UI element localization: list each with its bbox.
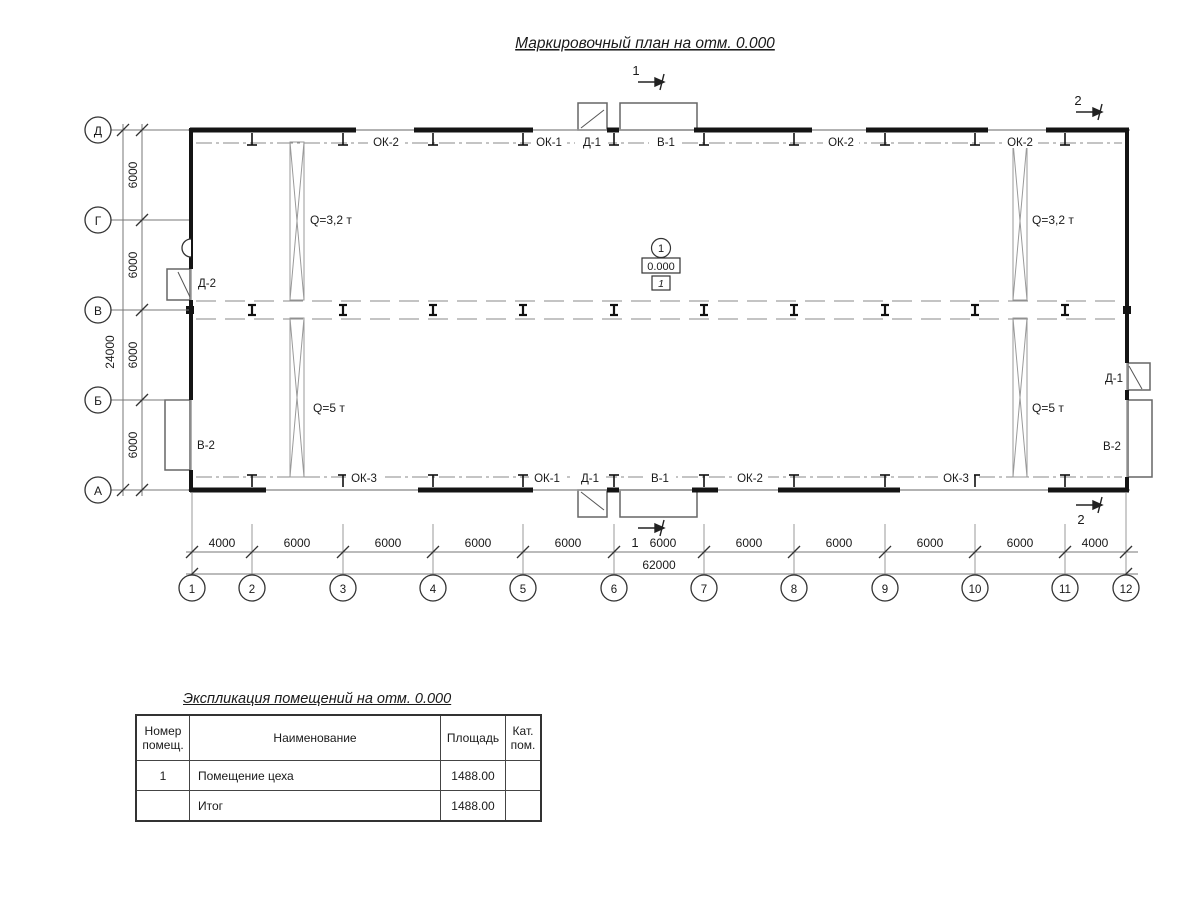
cell-room-name: Итог [190,791,441,822]
cell-room-number [136,791,190,822]
dim-value: 6000 [916,536,944,550]
dim-value: 4000 [208,536,236,550]
column-axis-label: 6 [610,584,618,596]
row-axis-label: В [93,304,103,318]
cell-room-area: 1488.00 [441,761,506,791]
section-mark-label: 2 [1077,512,1085,527]
opening-label: ОК-1 [534,473,560,485]
opening-label: ОК-1 [536,137,562,149]
column-axis-label: 11 [1059,584,1071,596]
crane-bracing-columns [290,142,1027,477]
row-axis-label: Г [94,214,102,228]
explication-table [135,714,542,822]
column-axis-bubbles [179,575,1139,601]
opening-label: ОК-2 [828,137,854,149]
cell-room-area: 1488.00 [441,791,506,822]
section-mark-label: 2 [1074,93,1082,108]
room-number: 1 [657,243,665,255]
dim-value: 6000 [735,536,763,550]
crane-capacity-label: Q=5 т [1032,401,1064,415]
opening-label: Д-2 [197,278,217,290]
opening-label: ОК-2 [373,137,399,149]
row-axis-label: Д [93,124,103,138]
dim-value: 6000 [1006,536,1034,550]
opening-label: ОК-3 [351,473,377,485]
dim-value: 6000 [126,431,140,459]
wall-niche-arc [182,239,191,257]
header-name: Наименование [190,715,441,761]
explication-section [135,691,536,822]
axis-dash-lines [196,143,1122,477]
header-area: Площадь [441,715,506,761]
table-row [136,761,541,791]
opening-labels [197,137,1123,485]
opening-label: Д-1 [1104,373,1124,385]
crane-capacity-label: Q=5 т [313,401,345,415]
column-axis-label: 9 [881,584,889,596]
wall-column-ticks [247,133,1070,487]
opening-label: ОК-3 [943,473,969,485]
cell-room-category [506,791,542,822]
opening-label: В-1 [657,137,675,149]
opening-label: В-2 [197,440,215,452]
opening-label: В-2 [1103,441,1121,453]
row-axis-label: А [93,484,103,498]
opening-label: ОК-2 [1007,137,1033,149]
opening-label: Д-1 [582,137,602,149]
cell-room-number: 1 [136,761,190,791]
elevation-value: 0.000 [647,261,675,273]
column-axis-label: 7 [700,584,708,596]
opening-label: ОК-2 [737,473,763,485]
dim-total: 62000 [642,558,676,572]
dim-value: 6000 [126,251,140,279]
crane-capacity-label: Q=3,2 т [1032,213,1074,227]
dim-value: 6000 [825,536,853,550]
table-row [136,791,541,822]
row-axis-bubbles [85,117,111,503]
column-axis-label: 5 [519,584,527,596]
table-header-row [136,715,541,761]
header-room-number: Номер помещ. [136,715,190,761]
dim-value: 6000 [464,536,492,550]
side-wall-strips [191,128,1127,492]
cell-room-name: Помещение цеха [190,761,441,791]
cell-room-category [506,761,542,791]
interior-column-symbols [248,305,1069,315]
explication-title: Экспликация помещений на отм. 0.000 [183,691,452,707]
crane-capacity-labels [310,213,1074,415]
dim-value: 4000 [1081,536,1109,550]
opening-label: Д-1 [580,473,600,485]
middle-row-wall-columns [186,306,1131,314]
column-axis-label: 12 [1119,584,1133,596]
column-axis-label: 2 [248,584,256,596]
dim-value: 6000 [283,536,311,550]
section-mark-label: 1 [632,63,640,78]
door-swing-lines [178,110,1142,510]
dim-value: 6000 [126,161,140,189]
plan-title: Маркировочный план на отм. 0.000 [515,35,775,52]
header-category: Кат. пом. [506,715,542,761]
dim-value: 6000 [126,341,140,369]
column-axis-label: 8 [790,584,798,596]
column-axis-label: 3 [339,584,347,596]
dim-value: 6000 [374,536,402,550]
opening-label: В-1 [651,473,669,485]
room-marker [642,239,680,291]
label-backers [346,135,1038,484]
row-axis-label: Б [94,394,102,408]
wall-base-lines [188,130,1130,490]
column-axis-label: 4 [429,584,437,596]
vestibules [165,103,1152,517]
dim-total: 24000 [103,335,117,369]
crane-capacity-label: Q=3,2 т [310,213,352,227]
column-axis-label: 10 [968,584,982,596]
column-axis-label: 1 [188,584,196,596]
dim-value: 6000 [554,536,582,550]
zone-number: 1 [658,278,664,290]
dim-value: 6000 [649,536,677,550]
section-mark-label: 1 [631,535,639,550]
wall-window-strips [190,130,1129,490]
